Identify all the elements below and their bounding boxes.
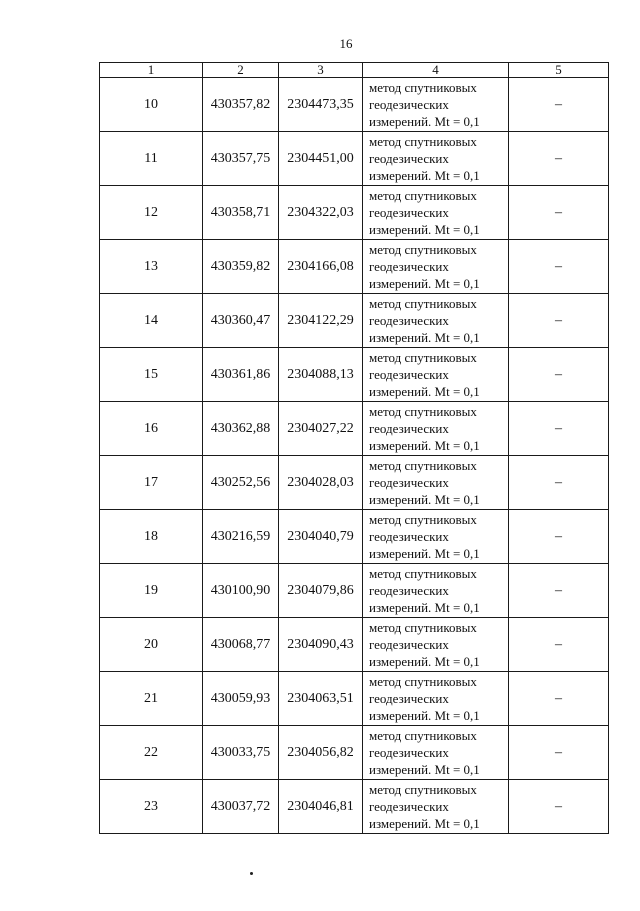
method-line: геодезических	[369, 97, 449, 112]
method-line: метод спутниковых	[369, 188, 477, 203]
method-line: метод спутниковых	[369, 674, 477, 689]
method-line: метод спутниковых	[369, 782, 477, 797]
point-number-cell: 22	[100, 726, 203, 780]
coordinate-y-cell: 2304063,51	[279, 672, 363, 726]
coordinate-x-cell: 430361,86	[203, 348, 279, 402]
method-line: геодезических	[369, 313, 449, 328]
note-cell: –	[509, 402, 609, 456]
coordinate-x-cell: 430360,47	[203, 294, 279, 348]
note-cell: –	[509, 132, 609, 186]
column-header-3: 3	[279, 63, 363, 78]
coordinate-y-cell: 2304027,22	[279, 402, 363, 456]
coordinates-table	[99, 62, 609, 834]
coordinate-x-cell: 430357,82	[203, 78, 279, 132]
method-line: метод спутниковых	[369, 242, 477, 257]
table-row	[100, 186, 609, 240]
table-row	[100, 402, 609, 456]
coordinate-x-cell: 430059,93	[203, 672, 279, 726]
method-line: измерений. Mt = 0,1	[369, 114, 480, 129]
method-cell	[363, 564, 509, 618]
coordinate-x-cell: 430252,56	[203, 456, 279, 510]
note-cell: –	[509, 564, 609, 618]
table-row	[100, 726, 609, 780]
method-cell	[363, 78, 509, 132]
point-number-cell: 11	[100, 132, 203, 186]
method-line: метод спутниковых	[369, 566, 477, 581]
table-row	[100, 240, 609, 294]
method-line: геодезических	[369, 205, 449, 220]
method-cell	[363, 780, 509, 834]
coordinate-y-cell: 2304046,81	[279, 780, 363, 834]
coordinate-y-cell: 2304473,35	[279, 78, 363, 132]
table-header	[100, 63, 609, 78]
method-line: метод спутниковых	[369, 458, 477, 473]
method-cell	[363, 510, 509, 564]
note-cell: –	[509, 726, 609, 780]
method-line: измерений. Mt = 0,1	[369, 222, 480, 237]
method-line: измерений. Mt = 0,1	[369, 276, 480, 291]
method-line: метод спутниковых	[369, 728, 477, 743]
column-header-2: 2	[203, 63, 279, 78]
method-line: метод спутниковых	[369, 134, 477, 149]
point-number-cell: 10	[100, 78, 203, 132]
method-cell	[363, 618, 509, 672]
table-row	[100, 348, 609, 402]
coordinate-x-cell: 430357,75	[203, 132, 279, 186]
method-line: геодезических	[369, 745, 449, 760]
note-cell: –	[509, 186, 609, 240]
point-number-cell: 15	[100, 348, 203, 402]
method-cell	[363, 240, 509, 294]
table-row	[100, 456, 609, 510]
note-cell: –	[509, 78, 609, 132]
method-cell	[363, 132, 509, 186]
method-line: геодезических	[369, 583, 449, 598]
method-line: метод спутниковых	[369, 350, 477, 365]
point-number-cell: 21	[100, 672, 203, 726]
coordinate-y-cell: 2304451,00	[279, 132, 363, 186]
table-row	[100, 564, 609, 618]
method-line: геодезических	[369, 799, 449, 814]
table-row	[100, 78, 609, 132]
point-number-cell: 23	[100, 780, 203, 834]
column-header-4: 4	[363, 63, 509, 78]
coordinate-y-cell: 2304088,13	[279, 348, 363, 402]
method-line: геодезических	[369, 367, 449, 382]
point-number-cell: 14	[100, 294, 203, 348]
table-row	[100, 132, 609, 186]
note-cell: –	[509, 780, 609, 834]
method-line: измерений. Mt = 0,1	[369, 816, 480, 831]
method-line: геодезических	[369, 259, 449, 274]
method-line: метод спутниковых	[369, 512, 477, 527]
coordinate-y-cell: 2304166,08	[279, 240, 363, 294]
coordinate-x-cell: 430068,77	[203, 618, 279, 672]
page-number: 16	[339, 36, 353, 51]
coordinate-x-cell: 430100,90	[203, 564, 279, 618]
point-number-cell: 20	[100, 618, 203, 672]
note-cell: –	[509, 348, 609, 402]
method-line: метод спутниковых	[369, 620, 477, 635]
coordinate-x-cell: 430362,88	[203, 402, 279, 456]
note-cell: –	[509, 294, 609, 348]
table-row	[100, 510, 609, 564]
coordinate-y-cell: 2304322,03	[279, 186, 363, 240]
method-line: метод спутниковых	[369, 404, 477, 419]
coordinate-y-cell: 2304122,29	[279, 294, 363, 348]
method-line: измерений. Mt = 0,1	[369, 384, 480, 399]
note-cell: –	[509, 456, 609, 510]
method-line: геодезических	[369, 637, 449, 652]
point-number-cell: 13	[100, 240, 203, 294]
note-cell: –	[509, 510, 609, 564]
point-number-cell: 18	[100, 510, 203, 564]
coordinate-y-cell: 2304056,82	[279, 726, 363, 780]
table-row	[100, 672, 609, 726]
coordinate-x-cell: 430033,75	[203, 726, 279, 780]
column-header-1: 1	[100, 63, 203, 78]
note-cell: –	[509, 618, 609, 672]
table-row	[100, 780, 609, 834]
method-line: измерений. Mt = 0,1	[369, 654, 480, 669]
method-line: геодезических	[369, 691, 449, 706]
point-number-cell: 16	[100, 402, 203, 456]
note-cell: –	[509, 672, 609, 726]
method-line: геодезических	[369, 475, 449, 490]
table-row	[100, 618, 609, 672]
coordinate-y-cell: 2304090,43	[279, 618, 363, 672]
method-cell	[363, 672, 509, 726]
method-line: измерений. Mt = 0,1	[369, 168, 480, 183]
method-cell	[363, 726, 509, 780]
point-number-cell: 12	[100, 186, 203, 240]
point-number-cell: 19	[100, 564, 203, 618]
method-line: измерений. Mt = 0,1	[369, 762, 480, 777]
column-header-5: 5	[509, 63, 609, 78]
method-line: измерений. Mt = 0,1	[369, 708, 480, 723]
method-line: измерений. Mt = 0,1	[369, 330, 480, 345]
coordinate-y-cell: 2304028,03	[279, 456, 363, 510]
coordinate-x-cell: 430358,71	[203, 186, 279, 240]
coordinate-x-cell: 430216,59	[203, 510, 279, 564]
coordinate-x-cell: 430037,72	[203, 780, 279, 834]
coordinate-x-cell: 430359,82	[203, 240, 279, 294]
method-line: измерений. Mt = 0,1	[369, 546, 480, 561]
method-cell	[363, 402, 509, 456]
table-row	[100, 294, 609, 348]
method-line: измерений. Mt = 0,1	[369, 492, 480, 507]
coordinate-y-cell: 2304040,79	[279, 510, 363, 564]
note-cell: –	[509, 240, 609, 294]
method-cell	[363, 294, 509, 348]
stray-dot	[250, 872, 253, 875]
coordinate-y-cell: 2304079,86	[279, 564, 363, 618]
method-line: геодезических	[369, 421, 449, 436]
table-body	[100, 78, 609, 834]
method-line: геодезических	[369, 529, 449, 544]
method-cell	[363, 456, 509, 510]
method-line: метод спутниковых	[369, 296, 477, 311]
method-line: измерений. Mt = 0,1	[369, 438, 480, 453]
method-line: метод спутниковых	[369, 80, 477, 95]
method-line: геодезических	[369, 151, 449, 166]
method-line: измерений. Mt = 0,1	[369, 600, 480, 615]
method-cell	[363, 348, 509, 402]
method-cell	[363, 186, 509, 240]
header-row	[100, 63, 609, 78]
point-number-cell: 17	[100, 456, 203, 510]
